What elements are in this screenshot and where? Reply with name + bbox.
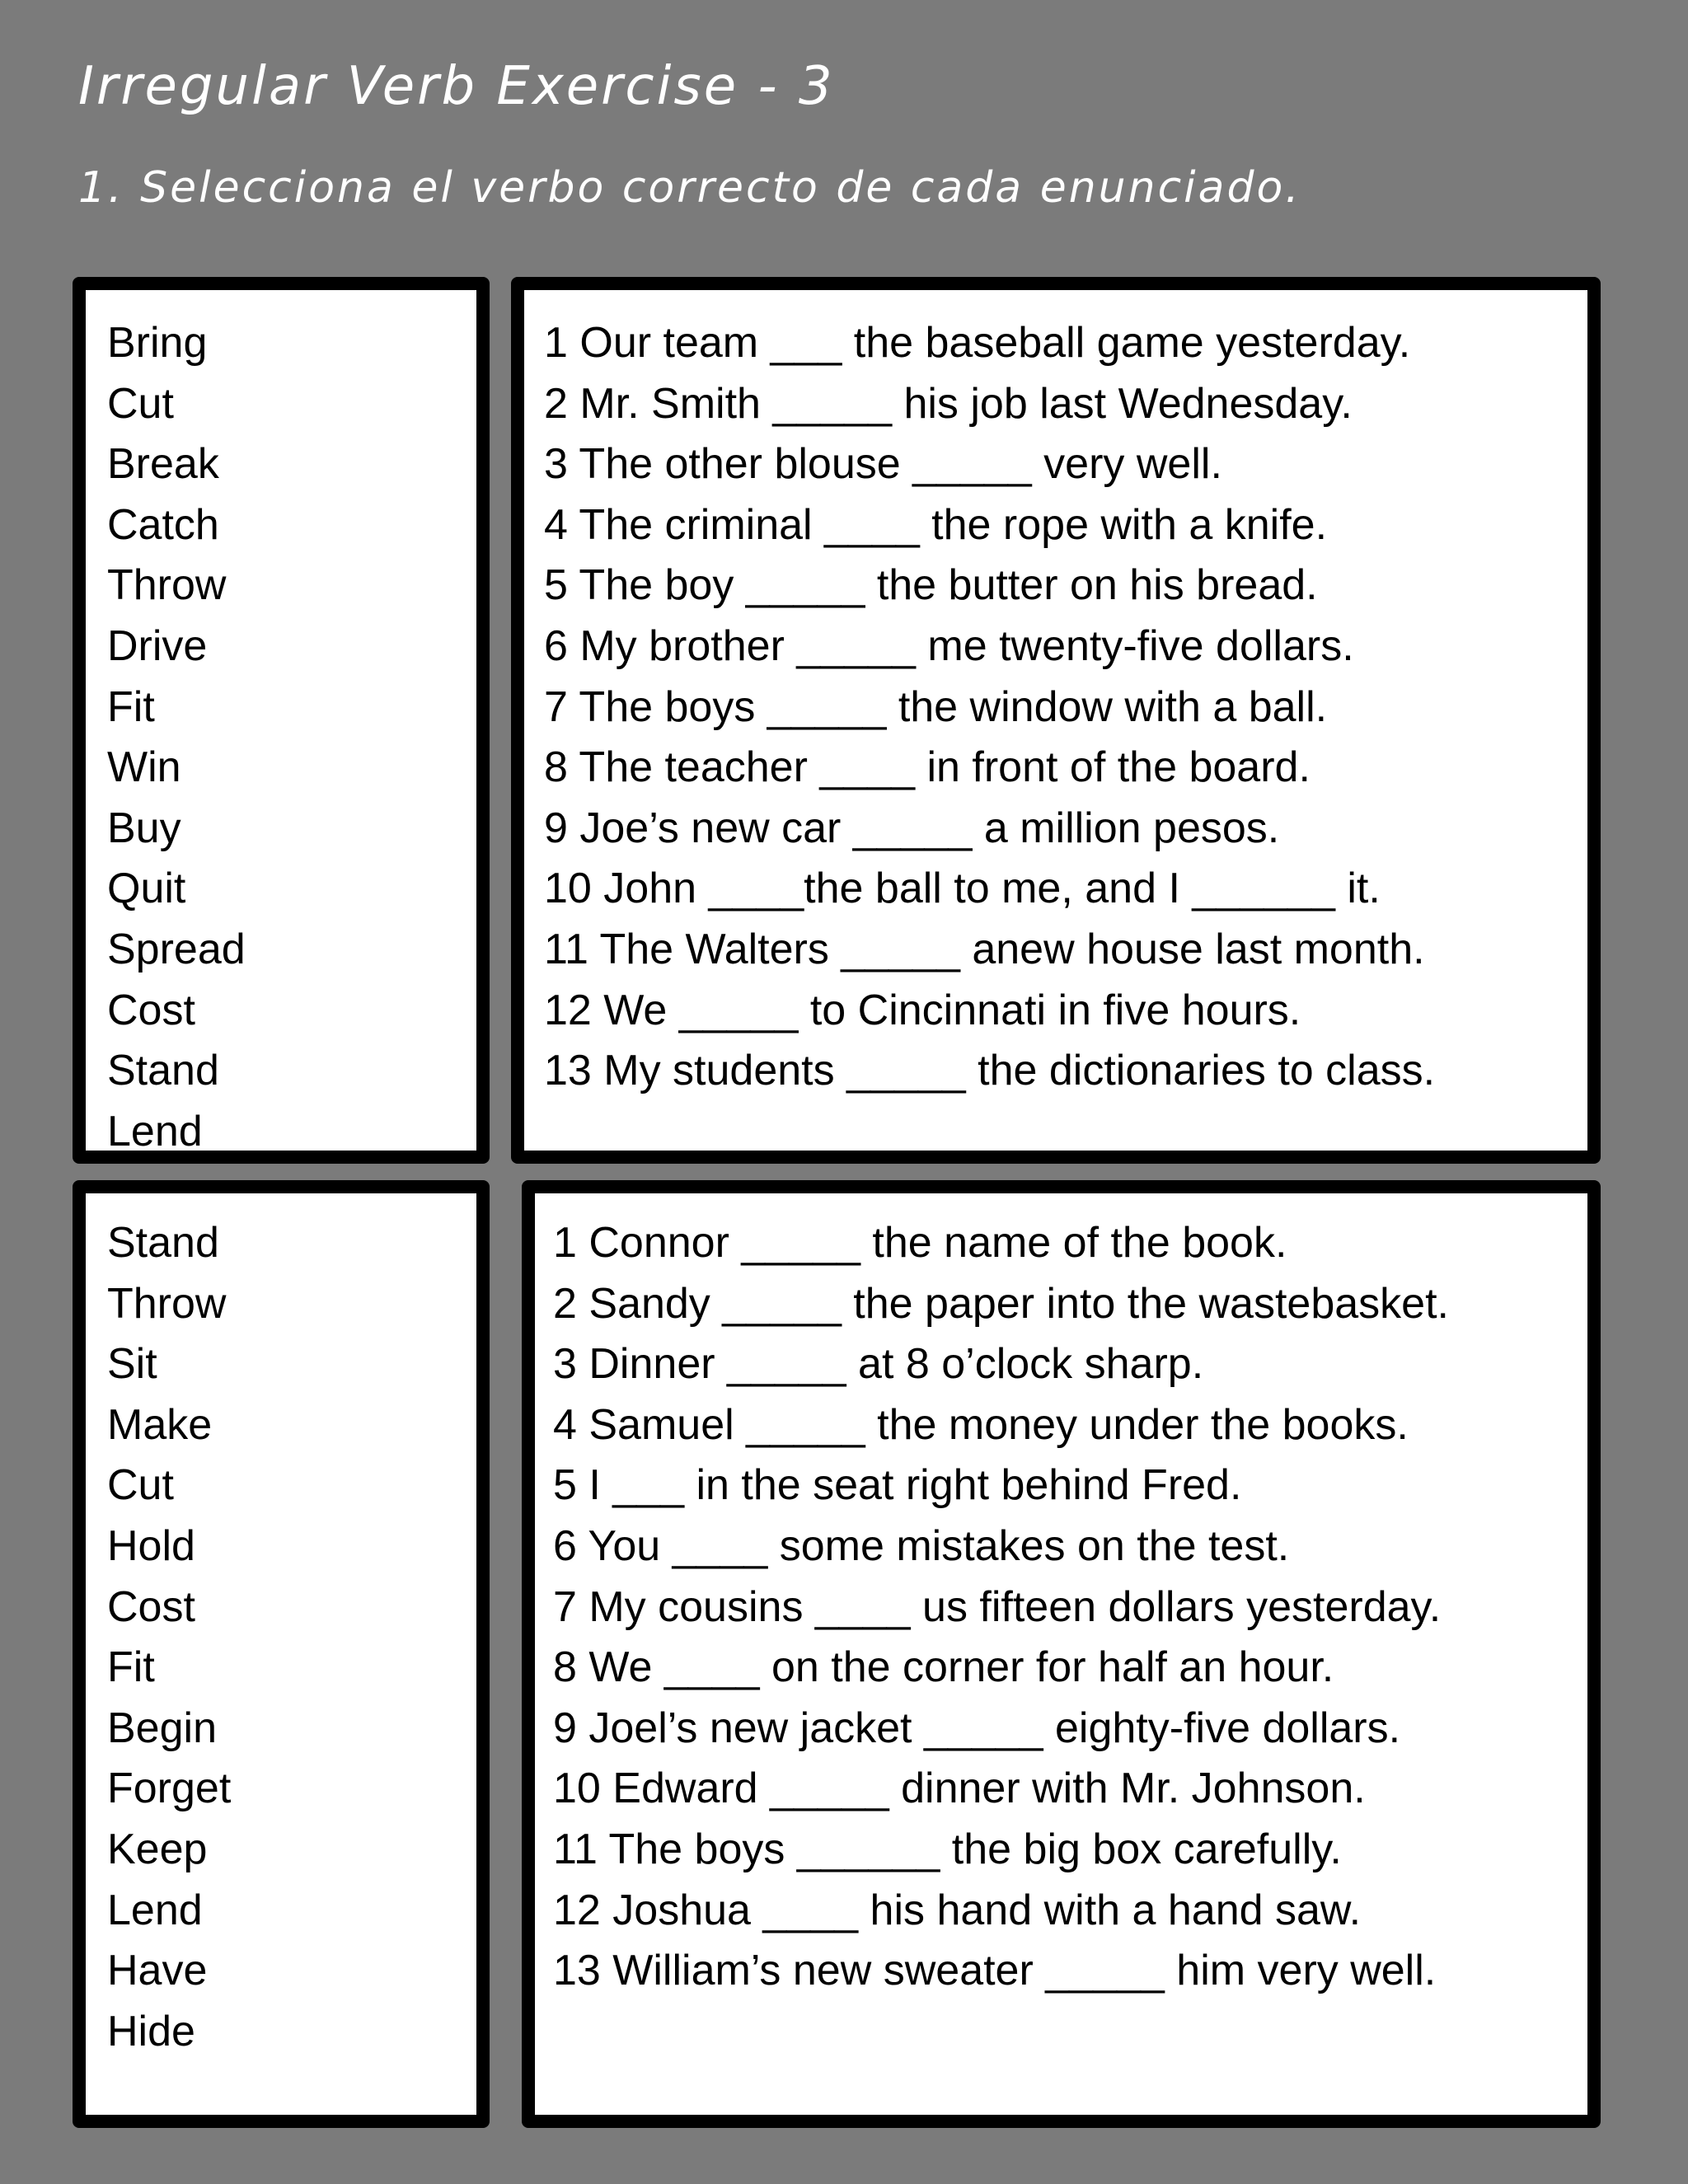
sentence-item: 5 The boy _____ the butter on his bread.: [544, 561, 1318, 610]
sentence-item: 11 The Walters _____ anew house last month.: [544, 925, 1425, 973]
verb-item: Make: [107, 1400, 213, 1449]
verb-item: Cut: [107, 379, 174, 428]
sentence-item: 13 William’s new sweater _____ him very well.: [553, 1947, 1437, 1995]
verb-item: Break: [107, 440, 219, 489]
verb-item: Forget: [107, 1765, 232, 1813]
verb-item: Stand: [107, 1047, 219, 1095]
verb-item: Lend: [107, 1886, 203, 1934]
verb-item: Hold: [107, 1521, 195, 1570]
verb-bank-2: [73, 1180, 490, 2128]
verb-list: [107, 1213, 231, 2062]
instruction-text: 1. Selecciona el verbo correcto de cada enunciado.: [78, 163, 1301, 213]
sentence-item: 3 The other blouse _____ very well.: [544, 440, 1222, 489]
sentence-item: 13 My students _____ the dictionaries to class.: [544, 1047, 1436, 1095]
sentence-item: 1 Our team ___ the baseball game yesterday.: [544, 319, 1411, 367]
verb-item: Quit: [107, 865, 186, 913]
verb-item: Keep: [107, 1825, 208, 1873]
verb-item: Cost: [107, 1582, 195, 1631]
sentence-item: 5 I ___ in the seat right behind Fred.: [553, 1461, 1242, 1510]
sentence-item: 4 Samuel _____ the money under the books.: [553, 1400, 1409, 1449]
verb-item: Fit: [107, 1643, 155, 1692]
sentence-item: 2 Sandy _____ the paper into the wastebasket.: [553, 1279, 1449, 1328]
sentence-item: 6 You ____ some mistakes on the test.: [553, 1521, 1290, 1570]
verb-item: Fit: [107, 682, 155, 731]
sentence-item: 9 Joel’s new jacket _____ eighty-five dollars.: [553, 1704, 1401, 1752]
sentence-item: 2 Mr. Smith _____ his job last Wednesday.: [544, 379, 1353, 428]
sentence-item: 7 My cousins ____ us fifteen dollars yesterday.: [553, 1582, 1442, 1631]
verb-item: Throw: [107, 1279, 227, 1328]
verb-item: Hide: [107, 2007, 195, 2055]
sentence-item: 6 My brother _____ me twenty-five dollars.: [544, 621, 1354, 670]
sentence-item: 8 We ____ on the corner for half an hour.: [553, 1643, 1334, 1692]
verb-item: Throw: [107, 561, 227, 610]
verb-item: Have: [107, 1947, 208, 1995]
verb-item: Lend: [107, 1107, 203, 1155]
sentence-item: 10 John ____the ball to me, and I ______ it.: [544, 865, 1381, 913]
sentence-item: 11 The boys ______ the big box carefully.: [553, 1825, 1342, 1873]
verb-item: Cost: [107, 986, 195, 1034]
sentence-list: [553, 1213, 1449, 2002]
sentence-box-2: [522, 1180, 1601, 2128]
verb-bank-1: [73, 277, 490, 1164]
verb-item: Begin: [107, 1704, 217, 1752]
sentence-item: 4 The criminal ____ the rope with a knife.: [544, 500, 1328, 549]
sentence-item: 1 Connor _____ the name of the book.: [553, 1219, 1287, 1267]
verb-item: Drive: [107, 621, 208, 670]
verb-item: Stand: [107, 1219, 219, 1267]
verb-item: Bring: [107, 319, 208, 367]
verb-item: Cut: [107, 1461, 174, 1510]
verb-item: Buy: [107, 804, 181, 852]
verb-item: Spread: [107, 925, 246, 973]
worksheet-title: Irregular Verb Exercise - 3: [78, 56, 835, 117]
sentence-item: 3 Dinner _____ at 8 o’clock sharp.: [553, 1340, 1204, 1389]
verb-item: Win: [107, 743, 181, 792]
verb-item: Catch: [107, 500, 219, 549]
sentence-list: [544, 313, 1435, 1102]
verb-item: Sit: [107, 1340, 157, 1389]
sentence-item: 10 Edward _____ dinner with Mr. Johnson.: [553, 1765, 1366, 1813]
sentence-item: 12 Joshua ____ his hand with a hand saw.: [553, 1886, 1362, 1934]
sentence-item: 12 We _____ to Cincinnati in five hours.: [544, 986, 1301, 1034]
sentence-item: 7 The boys _____ the window with a ball.: [544, 682, 1328, 731]
sentence-box-1: [511, 277, 1601, 1164]
verb-list: [107, 313, 246, 1162]
sentence-item: 9 Joe’s new car _____ a million pesos.: [544, 804, 1280, 852]
sentence-item: 8 The teacher ____ in front of the board.: [544, 743, 1311, 792]
